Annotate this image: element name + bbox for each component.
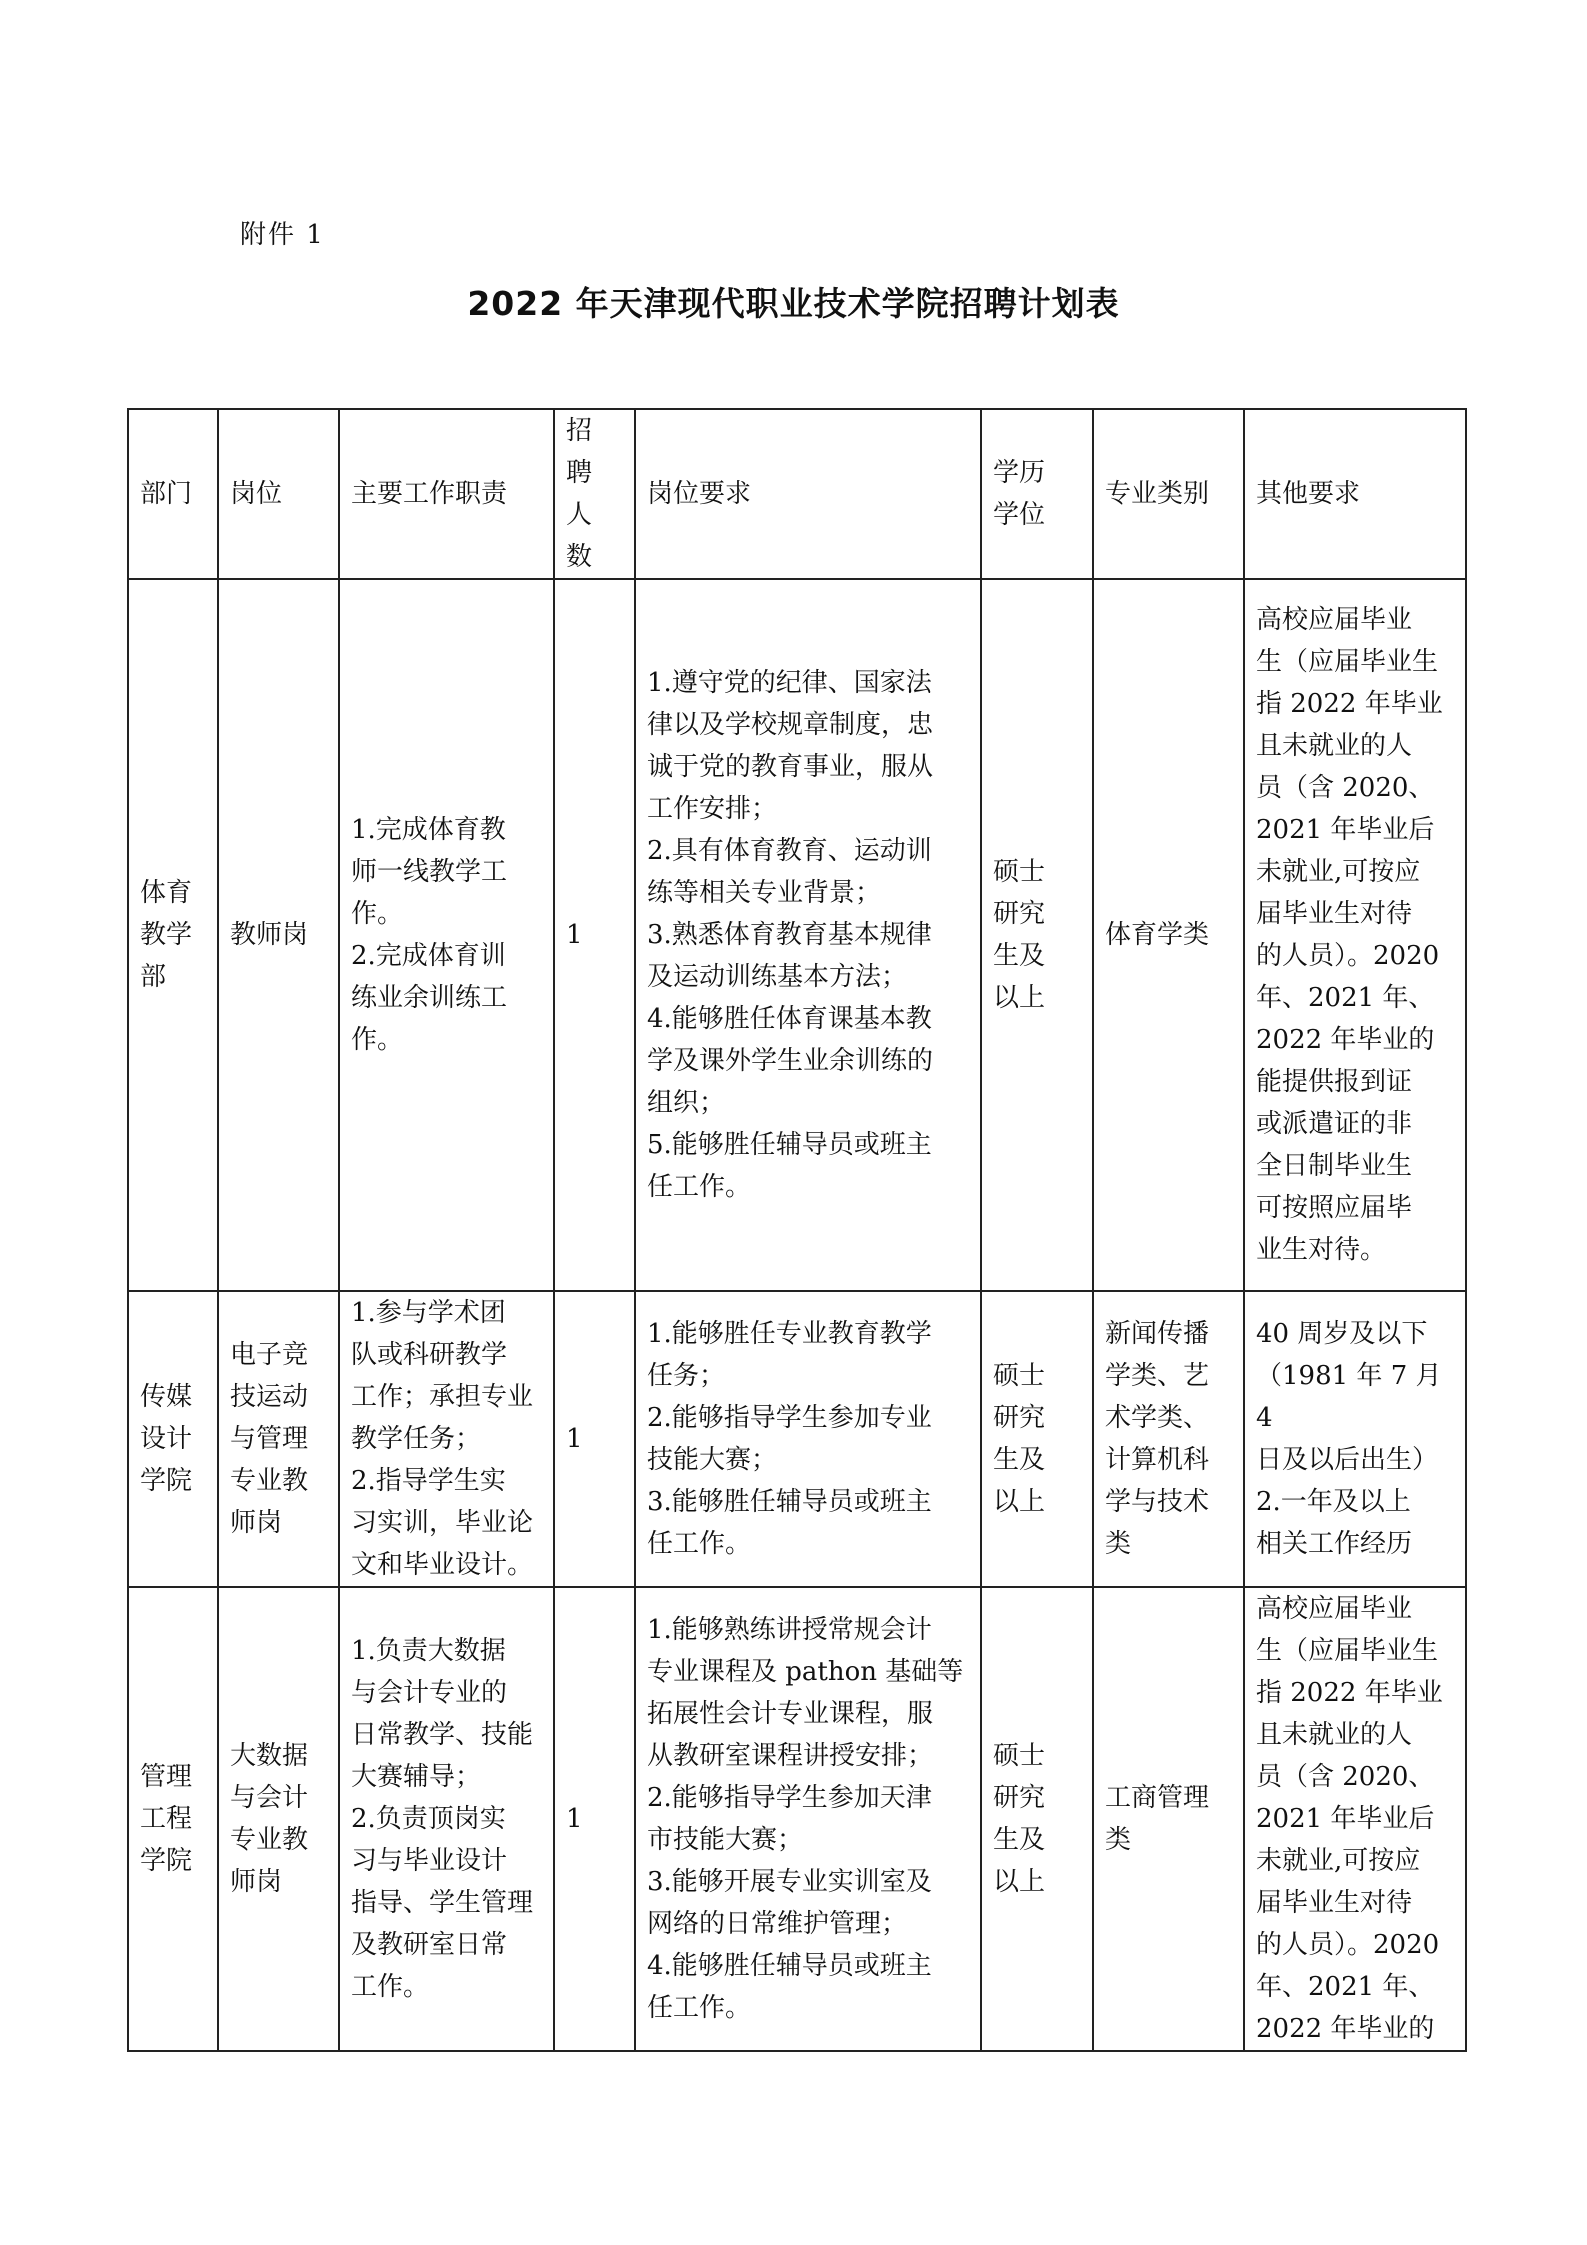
cell-dept: 体育 教学 部 bbox=[128, 579, 218, 1291]
cell-major: 新闻传播 学类、艺 术学类、 计算机科 学与技术 类 bbox=[1093, 1291, 1244, 1587]
header-cell-position: 岗位 bbox=[218, 409, 339, 579]
cell-duties: 1.负责大数据 与会计专业的 日常教学、技能 大赛辅导； 2.负责顶岗实 习与毕业设计 指导、学生管理 及教研室日常 工作。 bbox=[339, 1587, 554, 2051]
header-cell-duties: 主要工作职责 bbox=[339, 409, 554, 579]
cell-other: 高校应届毕业 生（应届毕业生 指 2022 年毕业 且未就业的人 员（含 2020、 2021 年毕业后 未就业,可按应 届毕业生对待 的人员）。2020 年、2021 年、 2022 年毕业的 能提供报到证 或派遣证的非 全日制毕业生 可按照应届毕 业生对待。 bbox=[1244, 579, 1466, 1291]
cell-major: 工商管理 类 bbox=[1093, 1587, 1244, 2051]
cell-other: 高校应届毕业 生（应届毕业生 指 2022 年毕业 且未就业的人 员（含 2020、 2021 年毕业后 未就业,可按应 届毕业生对待 的人员）。2020 年、2021 年、 2022 年毕业的 bbox=[1244, 1587, 1466, 2051]
cell-major: 体育学类 bbox=[1093, 579, 1244, 1291]
cell-dept: 传媒 设计 学院 bbox=[128, 1291, 218, 1587]
recruitment-table bbox=[127, 408, 1467, 2052]
cell-degree: 硕士 研究 生及 以上 bbox=[981, 579, 1093, 1291]
header-cell-major: 专业类别 bbox=[1093, 409, 1244, 579]
attachment-label: 附件 1 bbox=[240, 220, 325, 250]
cell-dept: 管理 工程 学院 bbox=[128, 1587, 218, 2051]
header-cell-degree: 学历 学位 bbox=[981, 409, 1093, 579]
header-cell-dept: 部门 bbox=[128, 409, 218, 579]
cell-position: 大数据 与会计 专业教 师岗 bbox=[218, 1587, 339, 2051]
cell-position: 电子竞 技运动 与管理 专业教 师岗 bbox=[218, 1291, 339, 1587]
cell-count: 1 bbox=[554, 1587, 635, 2051]
header-cell-requirements: 岗位要求 bbox=[635, 409, 981, 579]
cell-duties: 1.完成体育教 师一线教学工 作。 2.完成体育训 练业余训练工 作。 bbox=[339, 579, 554, 1291]
cell-requirements: 1.遵守党的纪律、国家法 律以及学校规章制度，忠 诚于党的教育事业，服从 工作安排； 2.具有体育教育、运动训 练等相关专业背景； 3.熟悉体育教育基本规律 及运动训练基本方法； 4.能够胜任体育课基本教 学及课外学生业余训练的 组织； 5.能够胜任辅导员或班主 任工作。 bbox=[635, 579, 981, 1291]
cell-degree: 硕士 研究 生及 以上 bbox=[981, 1291, 1093, 1587]
table-row bbox=[128, 1291, 1466, 1587]
cell-other: 40 周岁及以下 （1981 年 7 月 4 日及以后出生） 2.一年及以上 相关工作经历 bbox=[1244, 1291, 1466, 1587]
table-header-row bbox=[128, 409, 1466, 579]
cell-requirements: 1.能够熟练讲授常规会计 专业课程及 pathon 基础等 拓展性会计专业课程，服 从教研室课程讲授安排； 2.能够指导学生参加天津 市技能大赛； 3.能够开展专业实训室及 网络的日常维护管理； 4.能够胜任辅导员或班主 任工作。 bbox=[635, 1587, 981, 2051]
table-row bbox=[128, 1587, 1466, 2051]
header-cell-other: 其他要求 bbox=[1244, 409, 1466, 579]
cell-requirements: 1.能够胜任专业教育教学 任务； 2.能够指导学生参加专业 技能大赛； 3.能够胜任辅导员或班主 任工作。 bbox=[635, 1291, 981, 1587]
cell-degree: 硕士 研究 生及 以上 bbox=[981, 1587, 1093, 2051]
page-title: 2022 年天津现代职业技术学院招聘计划表 bbox=[467, 284, 1120, 323]
cell-duties: 1.参与学术团 队或科研教学 工作；承担专业 教学任务； 2.指导学生实 习实训，毕业论 文和毕业设计。 bbox=[339, 1291, 554, 1587]
cell-count: 1 bbox=[554, 579, 635, 1291]
table-row bbox=[128, 579, 1466, 1291]
cell-count: 1 bbox=[554, 1291, 635, 1587]
header-cell-count: 招 聘 人 数 bbox=[554, 409, 635, 579]
cell-position: 教师岗 bbox=[218, 579, 339, 1291]
